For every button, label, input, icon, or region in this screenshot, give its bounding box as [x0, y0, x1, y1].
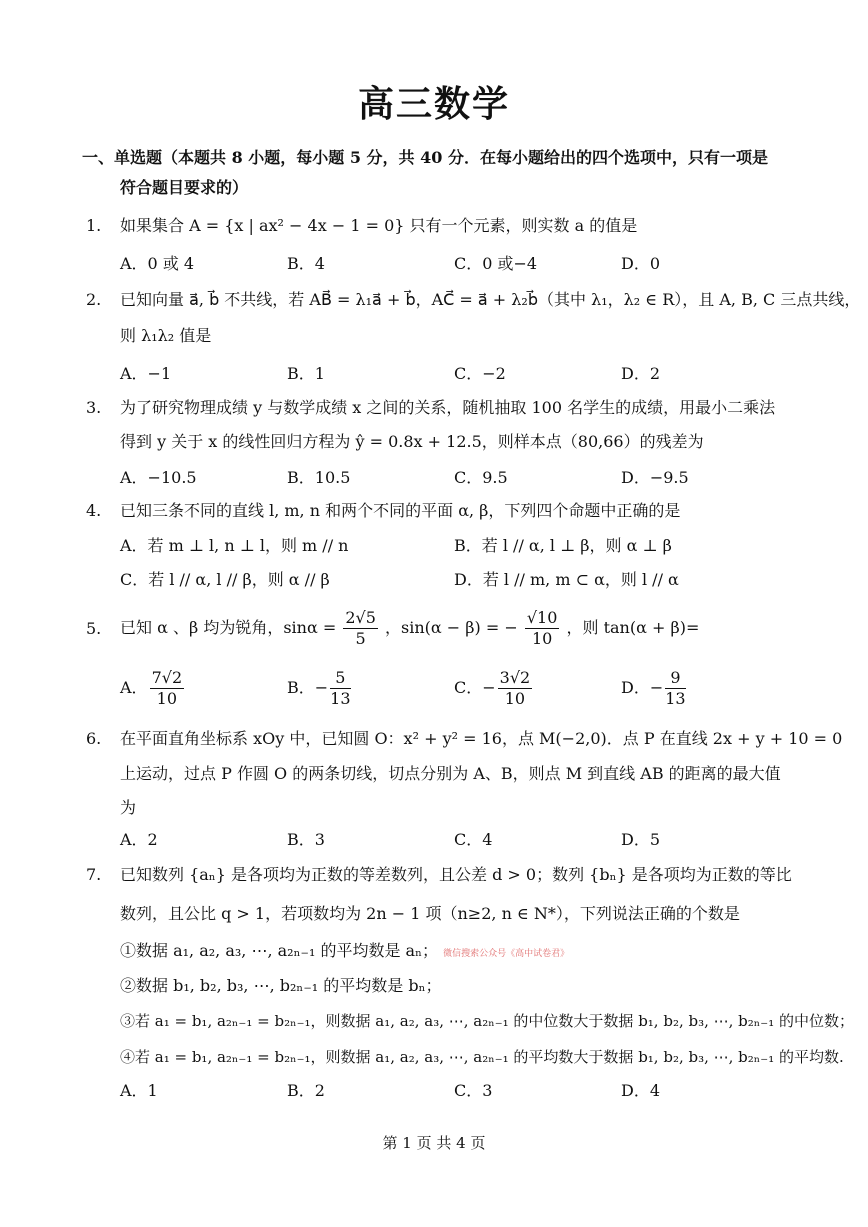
question-stem-cont: 数列，且公比 q > 1，若项数均为 2n − 1 项（n≥2, n ∈ N*），下列说法正确的个数是	[120, 904, 740, 923]
option-b: B．3	[287, 830, 325, 849]
option-b: B．4	[287, 254, 325, 273]
option-b	[287, 664, 353, 712]
option-d: D．0	[621, 254, 661, 273]
option-b: B．若 l // α, l ⊥ β，则 α ⊥ β	[454, 536, 672, 555]
fraction	[525, 608, 560, 649]
denominator: 10	[156, 689, 178, 708]
stem-text: ，sin(α − β) = −	[385, 618, 518, 637]
option-a	[120, 664, 186, 712]
option-label: A．	[120, 678, 148, 697]
numerator: 3√2	[499, 668, 531, 687]
option-d	[621, 664, 688, 712]
numerator: 7√2	[151, 668, 183, 687]
question-stem: 已知数列 {aₙ} 是各项均为正数的等差数列，且公差 d > 0；数列 {bₙ} 是各项均为正数的等比	[120, 865, 792, 884]
option-c: C．若 l // α, l // β，则 α // β	[120, 570, 330, 589]
numerator: 9	[665, 668, 685, 689]
question-stem-cont: 为	[120, 798, 137, 817]
page-title: 高三数学	[357, 83, 510, 125]
question-stem	[120, 604, 699, 652]
option-c: C．−2	[454, 364, 506, 383]
question-number: 6.	[86, 729, 102, 748]
numerator: 2√5	[345, 608, 376, 627]
option-a: A．−1	[120, 364, 172, 383]
question-stem: 如果集合 A = {x | ax² − 4x − 1 = 0} 只有一个元素，则实数 a 的值是	[120, 216, 638, 235]
option-c: C．0 或−4	[454, 254, 538, 273]
option-d: D．若 l // m, m ⊂ α，则 l // α	[454, 570, 679, 589]
denominator: 10	[531, 629, 553, 648]
question-stem: 在平面直角坐标系 xOy 中，已知圆 O：x² + y² = 16，点 M(−2,0)．点 P 在直线 2x + y + 10 = 0	[120, 729, 843, 748]
question-number: 1.	[86, 216, 102, 235]
denominator: 10	[504, 689, 526, 708]
page-footer: 第 1 页 共 4 页	[382, 1134, 486, 1152]
statement-item: ③若 a₁ = b₁, a₂ₙ₋₁ = b₂ₙ₋₁，则数据 a₁, a₂, a₃, ⋯, a₂ₙ₋₁ 的中位数大于数据 b₁, b₂, b₃, ⋯, b₂ₙ₋₁ 的中位数；	[120, 1012, 854, 1030]
option-b: B．10.5	[287, 468, 351, 487]
numerator: 5	[330, 668, 350, 689]
denominator: 13	[330, 689, 351, 708]
option-a: A．若 m ⊥ l, n ⊥ l，则 m // n	[120, 536, 349, 555]
watermark: 微信搜索公众号《高中试卷君》	[443, 949, 570, 959]
question-stem: 已知向量 a⃗, b⃗ 不共线，若 AB⃗ = λ₁a⃗ + b⃗，AC⃗ = a⃗ + λ₂b⃗（其中 λ₁，λ₂ ∈ R），且 A, B, C 三点共线，	[120, 290, 861, 309]
option-d: D．−9.5	[621, 468, 689, 487]
stem-text: ，则 tan(α + β)=	[566, 618, 700, 637]
question-number: 7.	[86, 865, 102, 884]
option-c: C．9.5	[454, 468, 508, 487]
option-b: B．1	[287, 364, 325, 383]
section-heading-cont: 符合题目要求的）	[120, 178, 249, 197]
section-heading: 一、单选题（本题共 8 小题，每小题 5 分，共 40 分．在每小题给出的四个选项中，只有一项是	[82, 148, 768, 167]
question-number: 3.	[86, 398, 102, 417]
statement-item: ②数据 b₁, b₂, b₃, ⋯, b₂ₙ₋₁ 的平均数是 bₙ；	[120, 976, 442, 995]
statement-item: ④若 a₁ = b₁, a₂ₙ₋₁ = b₂ₙ₋₁，则数据 a₁, a₂, a₃, ⋯, a₂ₙ₋₁ 的平均数大于数据 b₁, b₂, b₃, ⋯, b₂ₙ₋₁ 的平均数.	[120, 1048, 844, 1066]
option-c: C．3	[454, 1081, 493, 1100]
denominator: 5	[355, 629, 366, 648]
numerator: √10	[526, 608, 558, 627]
statement-item	[120, 940, 569, 965]
fraction	[330, 668, 350, 709]
option-a: A．2	[120, 830, 158, 849]
question-stem: 已知三条不同的直线 l, m, n 和两个不同的平面 α, β，下列四个命题中正确的是	[120, 501, 681, 520]
option-a: A．1	[120, 1081, 158, 1100]
statement-text: ①数据 a₁, a₂, a₃, ⋯, a₂ₙ₋₁ 的平均数是 aₙ；	[120, 941, 439, 960]
option-b: B．2	[287, 1081, 325, 1100]
question-stem-cont: 得到 y 关于 x 的线性回归方程为 ŷ = 0.8x + 12.5，则样本点（80,66）的残差为	[120, 432, 704, 451]
option-c	[454, 664, 534, 712]
fraction	[150, 668, 185, 709]
question-number: 4.	[86, 501, 102, 520]
fraction	[343, 608, 378, 649]
fraction	[665, 668, 685, 709]
option-a: A．−10.5	[120, 468, 197, 487]
question-number: 2.	[86, 290, 102, 309]
option-label: B．−	[287, 678, 329, 697]
fraction	[498, 668, 533, 709]
denominator: 13	[665, 689, 686, 708]
option-label: C．−	[454, 678, 496, 697]
option-label: D．−	[621, 678, 664, 697]
option-d: D．4	[621, 1081, 661, 1100]
question-stem: 为了研究物理成绩 y 与数学成绩 x 之间的关系，随机抽取 100 名学生的成绩，用最小二乘法	[120, 398, 776, 417]
question-stem-cont: 上运动，过点 P 作圆 O 的两条切线，切点分别为 A、B，则点 M 到直线 AB 的距离的最大值	[120, 764, 781, 783]
stem-text: 已知 α 、β 均为锐角，sinα =	[120, 618, 337, 637]
option-d: D．5	[621, 830, 661, 849]
option-a: A．0 或 4	[120, 254, 195, 273]
question-stem-cont: 则 λ₁λ₂ 值是	[120, 326, 212, 345]
option-c: C．4	[454, 830, 493, 849]
question-number: 5.	[86, 619, 102, 638]
option-d: D．2	[621, 364, 661, 383]
